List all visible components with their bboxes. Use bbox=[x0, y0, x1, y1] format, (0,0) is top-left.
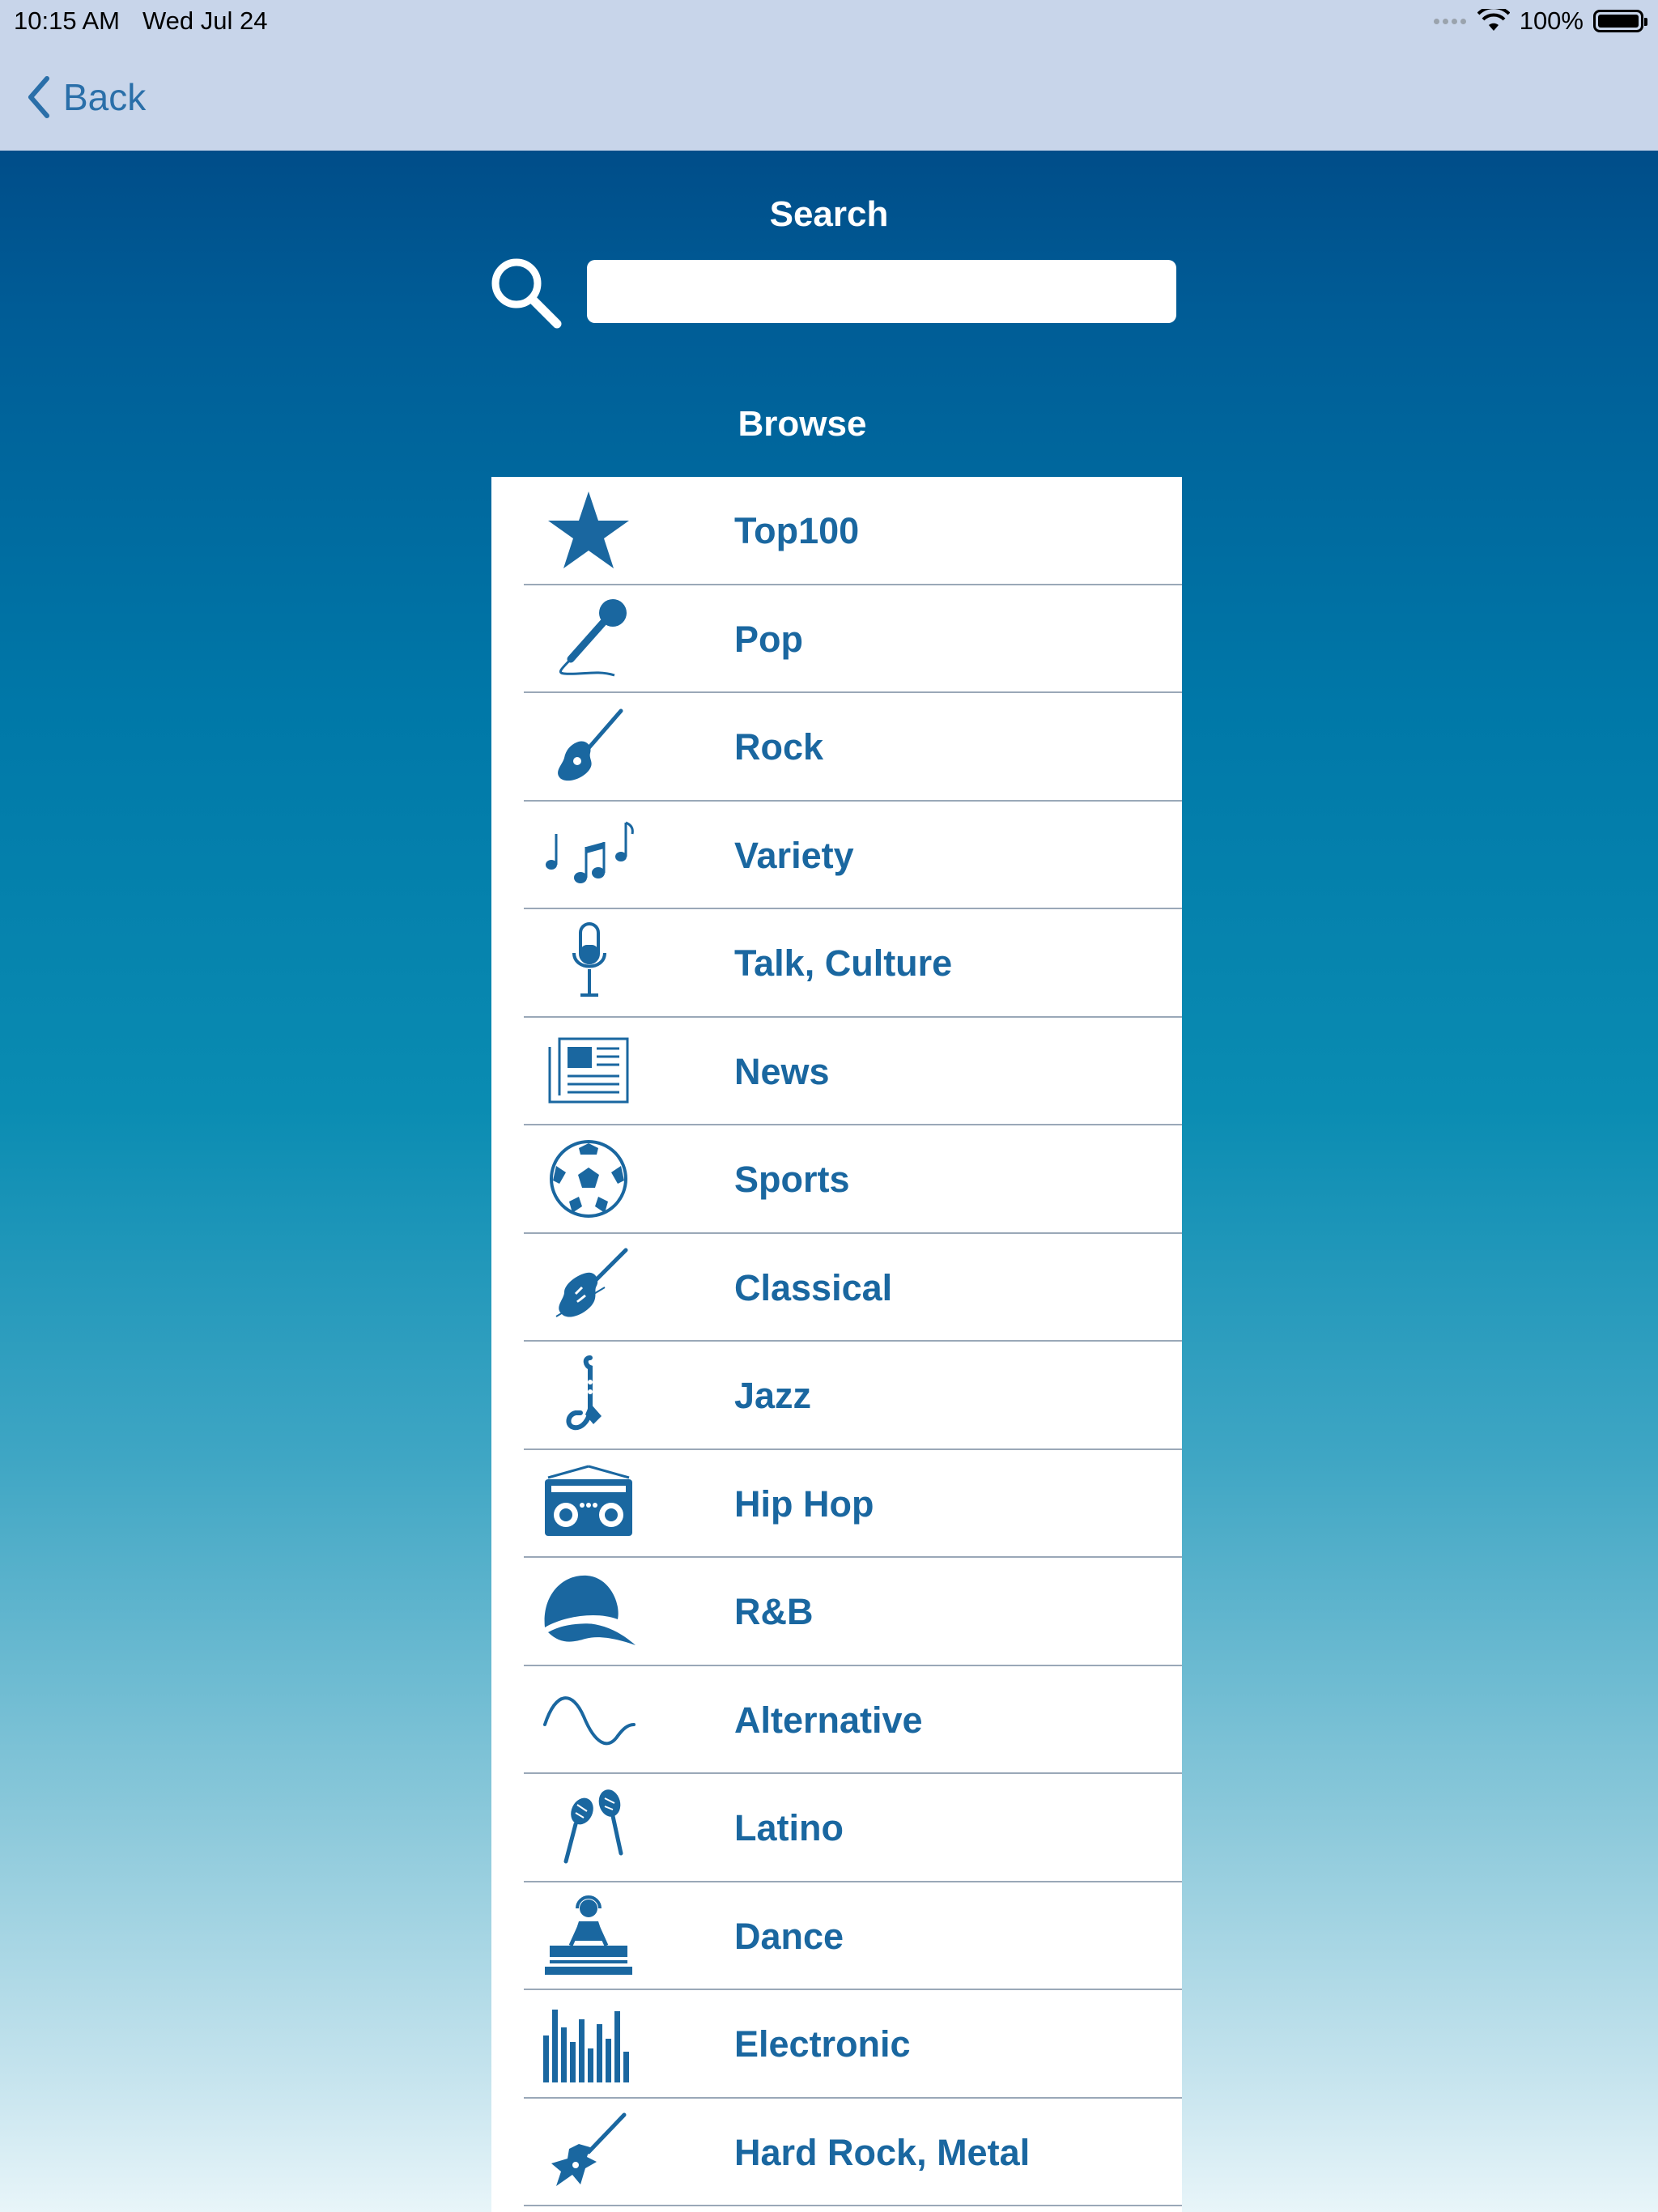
maracas-icon bbox=[540, 1787, 637, 1868]
genre-row-rock[interactable] bbox=[491, 693, 1182, 802]
wifi-icon bbox=[1477, 9, 1510, 33]
genre-label: Latino bbox=[734, 1807, 844, 1848]
battery-icon bbox=[1593, 10, 1643, 32]
genre-row-pop[interactable] bbox=[491, 585, 1182, 694]
genre-label: Sports bbox=[734, 1159, 850, 1200]
cellular-signal-icon bbox=[1434, 19, 1466, 24]
star-icon bbox=[540, 490, 637, 571]
genre-label: Alternative bbox=[734, 1699, 923, 1741]
search-input[interactable] bbox=[587, 260, 1176, 323]
genre-label: Hip Hop bbox=[734, 1482, 874, 1525]
chevron-left-icon bbox=[24, 74, 53, 121]
genre-row-talk-culture[interactable] bbox=[491, 909, 1182, 1018]
genre-label: Jazz bbox=[734, 1375, 812, 1416]
genre-row-dance[interactable] bbox=[491, 1882, 1182, 1991]
browse-title: Browse bbox=[738, 404, 867, 444]
search-icon bbox=[486, 253, 563, 330]
genre-label: Variety bbox=[734, 834, 854, 876]
music-notes-icon bbox=[540, 815, 637, 895]
genre-label: R&B bbox=[734, 1591, 814, 1632]
genre-row-alternative[interactable] bbox=[491, 1666, 1182, 1775]
microphone-icon bbox=[540, 598, 637, 679]
back-label: Back bbox=[63, 76, 147, 118]
genre-label: Electronic bbox=[734, 2023, 911, 2065]
genre-row-sports[interactable] bbox=[491, 1125, 1182, 1234]
genre-row-hard-rock-metal[interactable] bbox=[491, 2099, 1182, 2207]
saxophone-icon bbox=[540, 1355, 637, 1436]
status-bar-right bbox=[1434, 5, 1643, 37]
status-time: 10:15 AM bbox=[14, 6, 120, 35]
genre-label: News bbox=[734, 1050, 830, 1092]
battery-percent: 100% bbox=[1519, 6, 1584, 35]
genre-row-variety[interactable] bbox=[491, 802, 1182, 910]
genre-label: Talk, Culture bbox=[734, 942, 953, 984]
electric-guitar-icon bbox=[540, 706, 637, 787]
dj-icon bbox=[540, 1895, 637, 1976]
genre-label: Classical bbox=[734, 1266, 893, 1308]
genre-label: Top100 bbox=[734, 510, 860, 551]
status-date: Wed Jul 24 bbox=[142, 6, 268, 35]
genre-row-news[interactable] bbox=[491, 1018, 1182, 1126]
genre-row-hip-hop[interactable] bbox=[491, 1450, 1182, 1559]
genre-row-electronic[interactable] bbox=[491, 1990, 1182, 2099]
genre-label: Pop bbox=[734, 618, 803, 660]
back-button[interactable] bbox=[24, 71, 146, 123]
cap-icon bbox=[540, 1571, 637, 1652]
genre-row-rnb[interactable] bbox=[491, 1558, 1182, 1666]
violin-icon bbox=[540, 1247, 637, 1328]
genre-row-latino[interactable] bbox=[491, 1774, 1182, 1882]
search-title: Search bbox=[769, 194, 889, 234]
genre-row-top100[interactable] bbox=[491, 477, 1182, 585]
studio-microphone-icon bbox=[540, 922, 637, 1003]
genre-row-classical[interactable] bbox=[491, 1234, 1182, 1342]
electric-guitar-icon bbox=[540, 2112, 637, 2193]
sine-wave-icon bbox=[540, 1679, 637, 1760]
genre-label: Dance bbox=[734, 1915, 844, 1957]
soccer-ball-icon bbox=[540, 1138, 637, 1219]
top-bar bbox=[0, 0, 1658, 151]
genre-row-jazz[interactable] bbox=[491, 1342, 1182, 1450]
genre-label: Rock bbox=[734, 726, 824, 768]
equalizer-icon bbox=[540, 2003, 637, 2084]
newspaper-icon bbox=[540, 1031, 637, 1112]
boombox-icon bbox=[540, 1463, 637, 1544]
status-bar-left bbox=[14, 6, 291, 36]
genre-label: Hard Rock, Metal bbox=[734, 2131, 1031, 2173]
genre-list bbox=[491, 477, 1182, 2212]
